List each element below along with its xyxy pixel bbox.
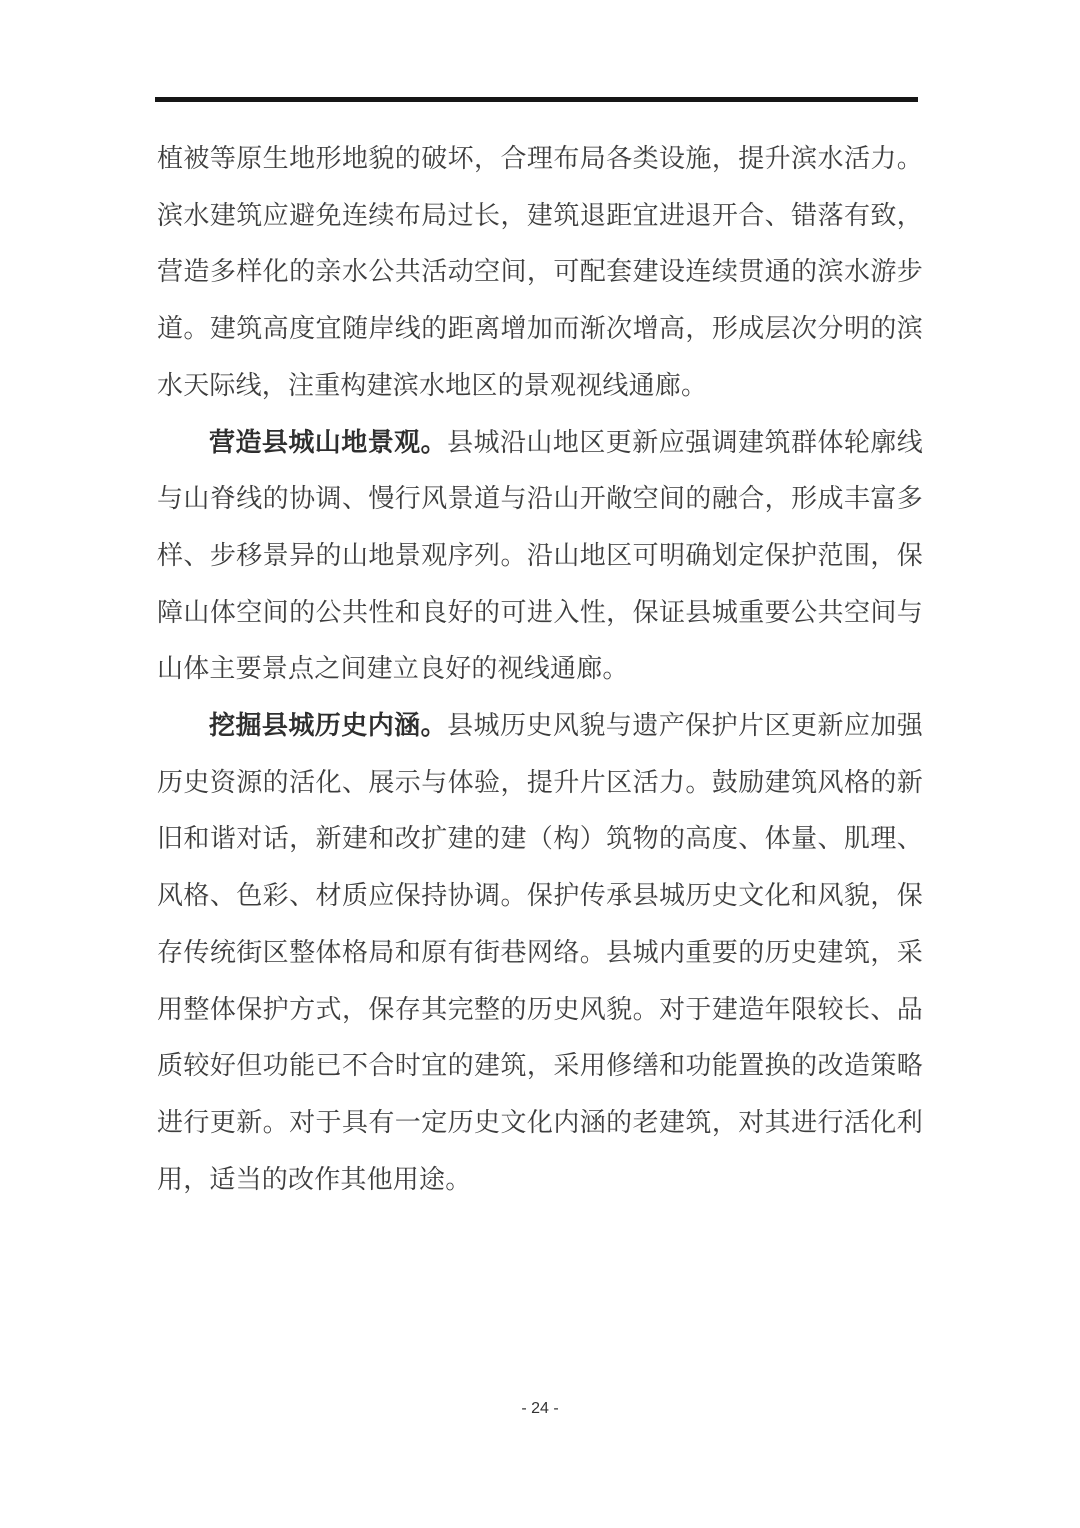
paragraph-lead-heading: 营造县城山地景观。 [209, 427, 448, 457]
paragraph-lead-heading: 挖掘县城历史内涵。 [209, 711, 448, 741]
paragraph-waterfront [157, 131, 923, 415]
paragraph-mountain-landscape [157, 415, 923, 699]
paragraph-historic-character [157, 698, 923, 1208]
header-rule [155, 97, 918, 102]
document-body [157, 131, 923, 1208]
paragraph-text: 县城沿山地区更新应强调建筑群体轮廓线与山脊线的协调、慢行风景道与沿山开敞空间的融合，形成丰富多样、步移景异的山地景观序列。沿山地区可明确划定保护范围，保障山体空间的公共性和良好的可进入性，保证县城重要公共空间与山体主要景点之间建立良好的视线通廊。 [157, 427, 923, 684]
page-footer [0, 1398, 1080, 1420]
page-number: - 24 - [521, 1400, 559, 1417]
paragraph-text: 县城历史风貌与遗产保护片区更新应加强历史资源的活化、展示与体验，提升片区活力。鼓励建筑风格的新旧和谐对话，新建和改扩建的建（构）筑物的高度、体量、肌理、风格、色彩、材质应保持协调。保护传承县城历史文化和风貌，保存传统街区整体格局和原有街巷网络。县城内重要的历史建筑，采用整体保护方式，保存其完整的历史风貌。对于建造年限较长、品质较好但功能已不合时宜的建筑，采用修缮和功能置换的改造策略进行更新。对于具有一定历史文化内涵的老建筑，对其进行活化利用，适当的改作其他用途。 [157, 711, 923, 1194]
paragraph-text: 植被等原生地形地貌的破坏，合理布局各类设施，提升滨水活力。滨水建筑应避免连续布局过长，建筑退距宜进退开合、错落有致，营造多样化的亲水公共活动空间，可配套建设连续贯通的滨水游步道。建筑高度宜随岸线的距离增加而渐次增高，形成层次分明的滨水天际线，注重构建滨水地区的景观视线通廊。 [157, 144, 923, 400]
